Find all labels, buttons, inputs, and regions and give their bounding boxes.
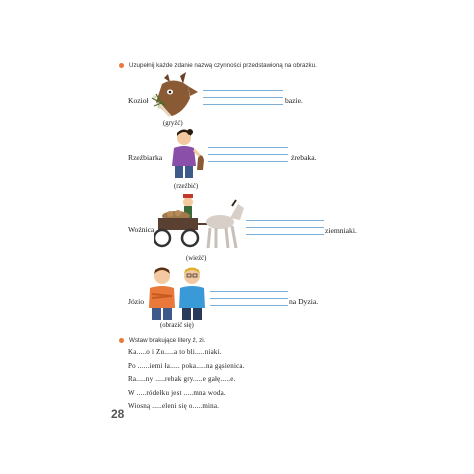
exercise1-instruction <box>119 62 317 69</box>
item2-write-line[interactable] <box>208 161 288 162</box>
horse-cart-image <box>154 192 246 254</box>
item2-sentence-end: źrebaka. <box>291 153 317 162</box>
item1-write-line[interactable] <box>203 97 283 98</box>
two-boys-image <box>147 266 209 320</box>
item1-sentence-start: Kozioł <box>128 96 149 105</box>
item3-write-line[interactable] <box>246 234 324 235</box>
item4-write-line[interactable] <box>210 305 288 306</box>
exercise2-line[interactable]: Wiosną .....eleni się o.....mina. <box>128 402 220 410</box>
sculptor-image <box>166 128 206 180</box>
item1-write-line[interactable] <box>203 104 283 105</box>
exercise2-line[interactable]: W .....ródełku jest .....mna woda. <box>128 389 226 397</box>
exercise2-instruction-text: Wstaw brakujące litery ź, zi. <box>129 337 206 344</box>
exercise2-instruction <box>119 337 205 344</box>
item1-hint: (gryźć) <box>163 120 183 127</box>
item3-sentence-end: ziemniaki. <box>325 226 357 235</box>
goat-image <box>150 72 200 120</box>
item2-sentence-start: Rzeźbiarka <box>128 153 163 162</box>
item3-sentence-start: Woźnica <box>128 225 155 234</box>
exercise2-line[interactable]: Ka.....o i Zu.....a to bli.....niaki. <box>128 348 222 356</box>
bullet-icon <box>119 63 124 68</box>
item4-write-line[interactable] <box>210 291 288 292</box>
item4-sentence-end: na Dyzia. <box>289 297 319 306</box>
item1-sentence-end: bazie. <box>285 96 303 105</box>
page-number: 28 <box>111 407 125 421</box>
exercise2-line[interactable]: Ra.....ny .....rebak gry.....e gałę.....e. <box>128 375 236 383</box>
bullet-icon <box>119 338 124 343</box>
item2-hint: (rzeźbić) <box>174 183 199 190</box>
item3-write-line[interactable] <box>246 227 324 228</box>
item2-write-line[interactable] <box>208 147 288 148</box>
item3-write-line[interactable] <box>246 220 324 221</box>
exercise1-instruction-text: Uzupełnij każde zdanie nazwą czynności przedstawioną na obrazku. <box>129 62 317 69</box>
item3-hint: (wieźć) <box>186 255 207 262</box>
item2-write-line[interactable] <box>208 154 288 155</box>
exercise2-line[interactable]: Po ......iemi ła..... poka.....na gąsienica. <box>128 362 245 370</box>
item1-write-line[interactable] <box>203 90 283 91</box>
item4-write-line[interactable] <box>210 298 288 299</box>
item4-sentence-start: Józio <box>128 297 145 306</box>
item4-hint: (obrazić się) <box>160 322 194 329</box>
